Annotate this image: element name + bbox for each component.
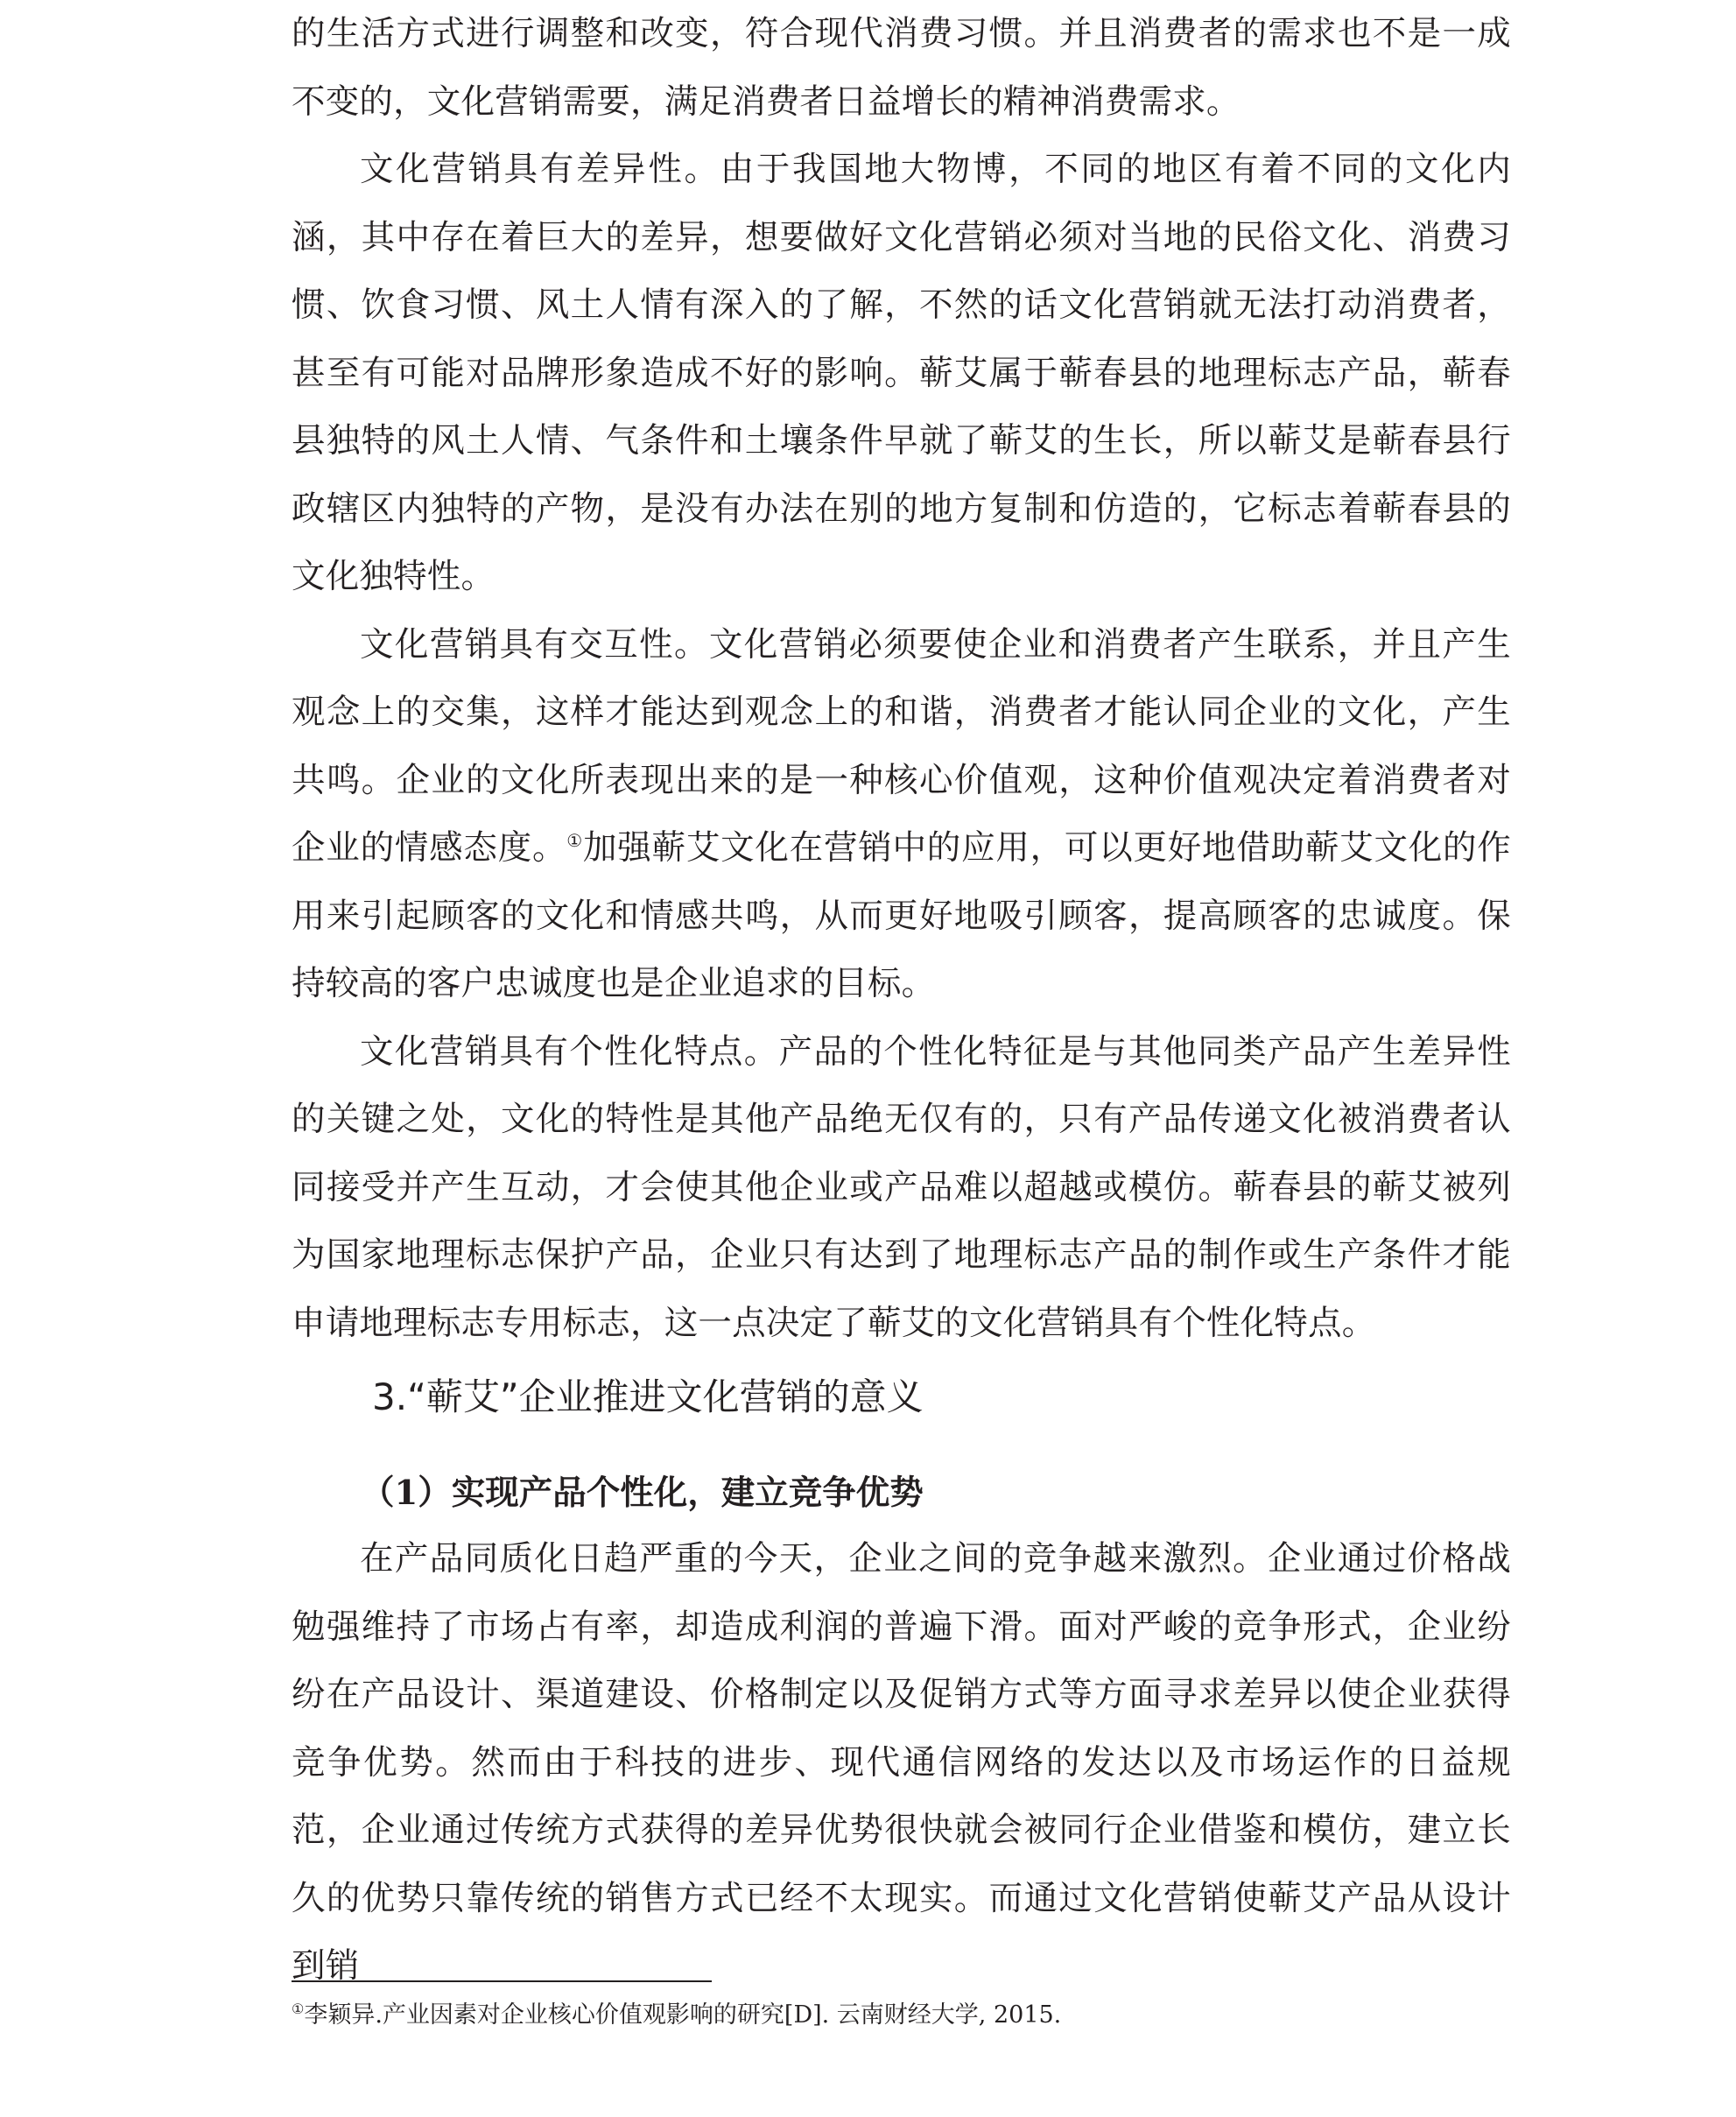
paragraph-differentiation: 文化营销具有差异性。由于我国地大物博，不同的地区有着不同的文化内涵，其中存在着巨大的差异，想要做好文化营销必须对当地的民俗文化、消费习惯、饮食习惯、风土人情有深入的了解，不然的话文化营销就无法打动消费者，甚至有可能对品牌形象造成不好的影响。蕲艾属于蕲春县的地理标志产品，蕲春县独特的风土人情、气条件和土壤条件早就了蕲艾的生长，所以蕲艾是蕲春县行政辖区内独特的产物，是没有办法在别的地方复制和仿造的，它标志着蕲春县的文化独特性。 — [292, 150, 1511, 596]
footnote-text: 李颖异.产业因素对企业核心价值观影响的研究[D]. 云南财经大学, 2015. — [304, 2001, 1062, 2029]
footnote-reference[interactable]: ① — [566, 830, 583, 852]
paragraph-interactivity — [292, 611, 1511, 1018]
body-text-bottom — [292, 1525, 1511, 2001]
section-heading: 3.“蕲艾”企业推进文化营销的意义 — [372, 1375, 924, 1418]
paragraph-continued: 的生活方式进行调整和改变，符合现代消费习惯。并且消费者的需求也不是一成不变的，文化营销需要，满足消费者日益增长的精神消费需求。 — [292, 14, 1511, 122]
subsection-heading: （1）实现产品个性化，建立竞争优势 — [361, 1473, 924, 1513]
paragraph-interactivity-part2: 加强蕲艾文化在营销中的应用，可以更好地借助蕲艾文化的作用来引起顾客的文化和情感共鸣，从而更好地吸引顾客，提高顾客的忠诚度。保持较高的客户忠诚度也是企业追求的目标。 — [292, 828, 1511, 1003]
paragraph-personalization: 文化营销具有个性化特点。产品的个性化特征是与其他同类产品产生差异性的关键之处，文化的特性是其他产品绝无仅有的，只有产品传递文化被消费者认同接受并产生互动，才会使其他企业或产品难以超越或模仿。蕲春县的蕲艾被列为国家地理标志保护产品，企业只有达到了地理标志产品的制作或生产条件才能申请地理标志专用标志，这一点决定了蕲艾的文化营销具有个性化特点。 — [292, 1031, 1511, 1343]
paragraph-interactivity-part1: 文化营销具有交互性。文化营销必须要使企业和消费者产生联系，并且产生观念上的交集，这样才能达到观念上的和谐，消费者才能认同企业的文化，产生共鸣。企业的文化所表现出来的是一种核心价值观，这种价值观决定着消费者对企业的情感态度。 — [292, 624, 1511, 868]
footnote-divider — [292, 1980, 712, 1982]
footnote — [292, 1999, 1061, 2032]
body-text-top — [292, 0, 1511, 1357]
paragraph-competition: 在产品同质化日趋严重的今天，企业之间的竞争越来激烈。企业通过价格战勉强维持了市场占有率，却造成利润的普遍下滑。面对严峻的竞争形式，企业纷纷在产品设计、渠道建设、价格制定以及促销方式等方面寻求差异以使企业获得竞争优势。然而由于科技的进步、现代通信网络的发达以及市场运作的日益规范，企业通过传统方式获得的差异优势很快就会被同行企业借鉴和模仿，建立长久的优势只靠传统的销售方式已经不太现实。而通过文化营销使蕲艾产品从设计到销 — [292, 1539, 1511, 1986]
footnote-mark: ① — [292, 2001, 305, 2017]
